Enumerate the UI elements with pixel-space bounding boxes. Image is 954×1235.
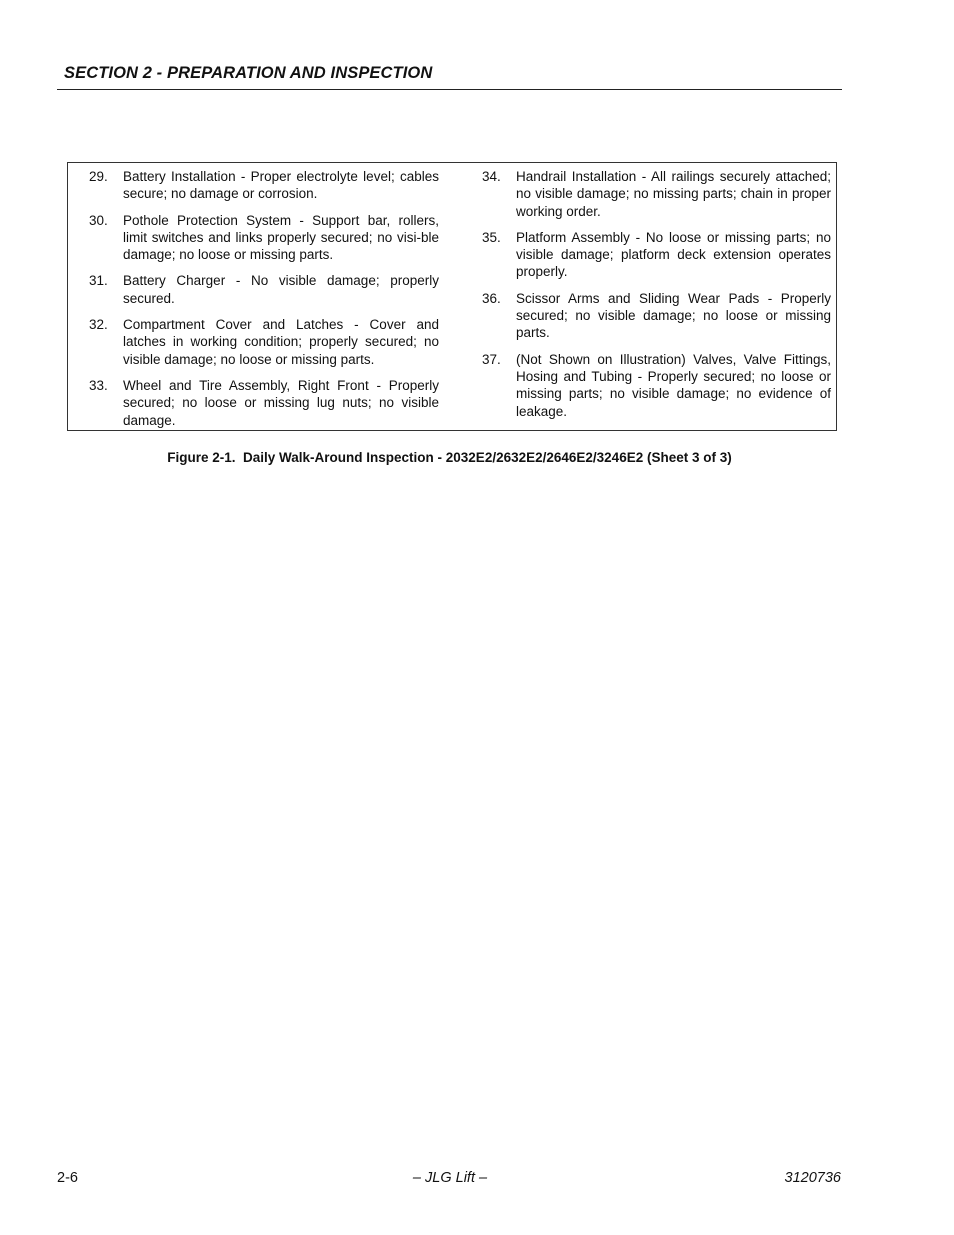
item-number: 32. <box>89 317 108 333</box>
item-text: Wheel and Tire Assembly, Right Front - Properly secured; no loose or missing lug nuts; no visible damage. <box>123 377 439 428</box>
item-number: 31. <box>89 273 108 289</box>
list-item <box>89 377 439 429</box>
header-rule <box>57 89 842 90</box>
list-item <box>482 168 831 220</box>
item-text: Battery Charger - No visible damage; properly secured. <box>123 273 439 306</box>
inspection-items-box <box>67 162 837 431</box>
list-item <box>89 212 439 264</box>
item-number: 35. <box>482 229 501 245</box>
item-text: (Not Shown on Illustration) Valves, Valve Fittings, Hosing and Tubing - Properly secured; no loose or missing parts; no visible damage; no evidence of leakage. <box>516 351 831 419</box>
footer-page-number: 2-6 <box>57 1170 78 1186</box>
item-number: 37. <box>482 351 501 367</box>
items-column-right <box>482 168 831 429</box>
list-item <box>89 272 439 307</box>
item-text: Battery Installation - Proper electrolyte level; cables secure; no damage or corrosion. <box>123 169 439 202</box>
list-item <box>482 229 831 281</box>
list-item <box>482 290 831 342</box>
item-text: Compartment Cover and Latches - Cover and latches in working condition; properly secured; no visible damage; no loose or missing parts. <box>123 317 439 367</box>
list-item <box>482 351 831 420</box>
item-text: Scissor Arms and Sliding Wear Pads - Properly secured; no visible damage; no loose or missing parts. <box>516 290 831 341</box>
item-number: 33. <box>89 377 108 393</box>
item-number: 34. <box>482 169 501 184</box>
item-number: 30. <box>89 212 108 228</box>
item-number: 36. <box>482 290 501 306</box>
figure-caption: Figure 2-1. Daily Walk-Around Inspection - 2032E2/2632E2/2646E2/3246E2 (Sheet 3 of 3) <box>167 450 732 465</box>
items-column-left <box>89 168 439 438</box>
list-item <box>89 168 439 203</box>
item-text: Platform Assembly - No loose or missing parts; no visible damage; platform deck extension operates properly. <box>516 229 831 280</box>
section-title: SECTION 2 - PREPARATION AND INSPECTION <box>64 64 433 82</box>
list-item <box>89 316 439 368</box>
item-text: Handrail Installation - All railings securely attached; no visible damage; no missing parts; chain in proper working order. <box>516 169 831 219</box>
footer-document-number: 3120736 <box>784 1170 841 1186</box>
footer-publisher: – JLG Lift – <box>412 1170 488 1186</box>
item-text: Pothole Protection System - Support bar, rollers, limit switches and links properly secured; no visi-ble damage; no loose or missing parts. <box>123 212 439 263</box>
item-number: 29. <box>89 169 108 184</box>
